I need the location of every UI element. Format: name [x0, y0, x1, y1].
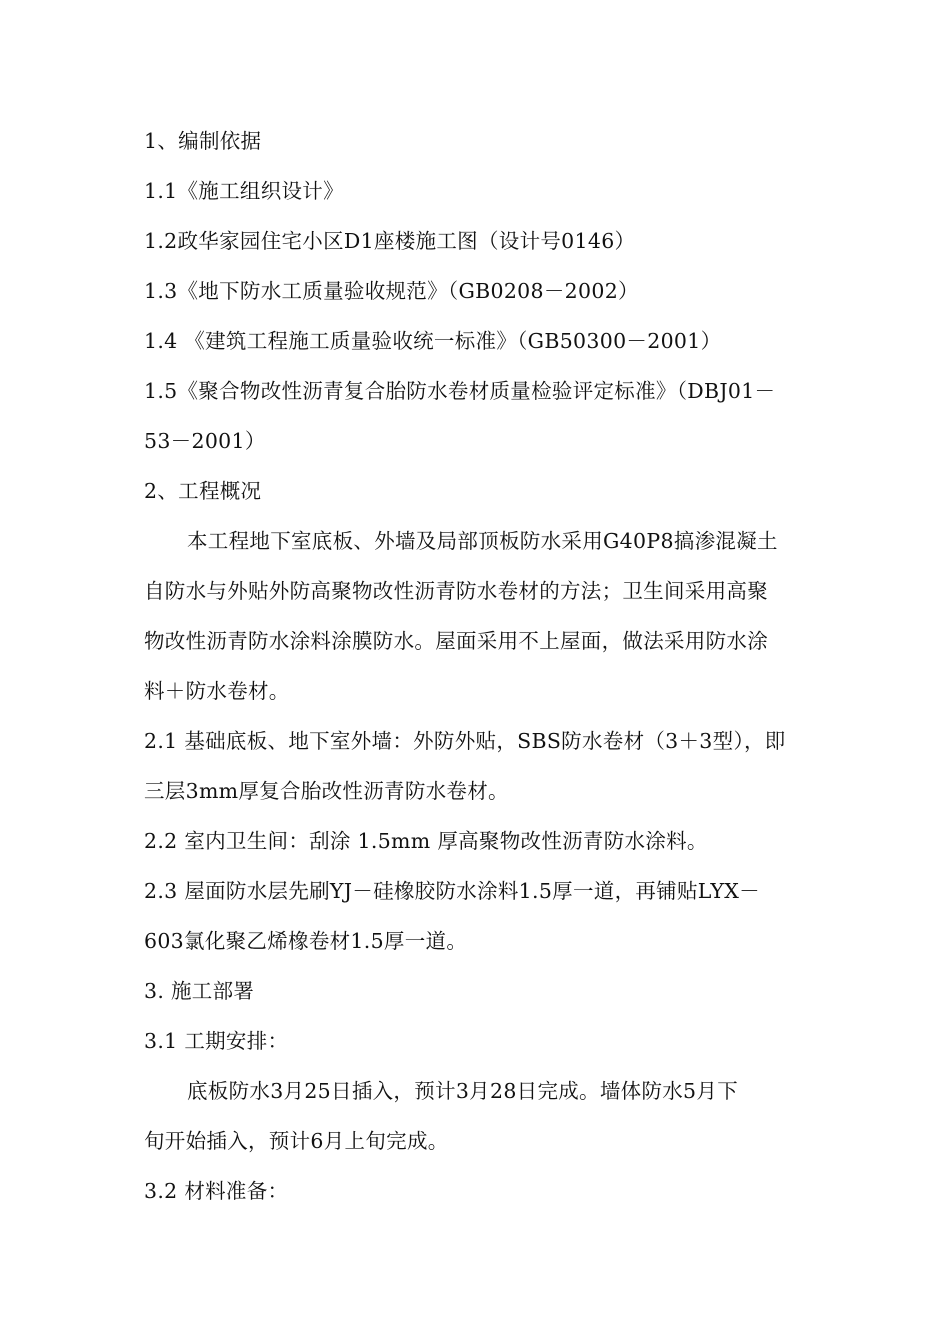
basis-item-1-1: 1.1《施工组织设计》 — [144, 179, 344, 203]
section-heading-deployment: 3. 施工部署 — [144, 979, 255, 1003]
overview-paragraph-line: 料＋防水卷材。 — [144, 679, 290, 703]
basis-item-1-4: 1.4 《建筑工程施工质量验收统一标准》（GB50300－2001） — [144, 329, 722, 353]
overview-item-2-3: 2.3 屋面防水层先刷YJ－硅橡胶防水涂料1.5厚一道，再铺贴LYX－ — [144, 879, 760, 903]
overview-paragraph-line: 物改性沥青防水涂料涂膜防水。屋面采用不上屋面，做法采用防水涂 — [144, 629, 768, 653]
section-heading-overview: 2、工程概况 — [144, 479, 262, 503]
deployment-item-3-2: 3.2 材料准备： — [144, 1179, 289, 1203]
overview-item-2-2: 2.2 室内卫生间：刮涂 1.5mm 厚高聚物改性沥青防水涂料。 — [144, 829, 708, 853]
overview-paragraph-line: 本工程地下室底板、外墙及局部顶板防水采用G40P8搞渗混凝土 — [187, 529, 778, 553]
overview-item-2-1-continued: 三层3mm厚复合胎改性沥青防水卷材。 — [144, 779, 509, 803]
schedule-paragraph-line: 底板防水3月25日插入，预计3月28日完成。墙体防水5月下 — [187, 1079, 738, 1103]
basis-item-1-3: 1.3《地下防水工质量验收规范》（GB0208－2002） — [144, 279, 639, 303]
deployment-item-3-1: 3.1 工期安排： — [144, 1029, 289, 1053]
basis-item-1-2: 1.2政华家园住宅小区D1座楼施工图（设计号0146） — [144, 229, 636, 253]
basis-item-1-5-continued: 53－2001） — [144, 429, 266, 453]
overview-item-2-3-continued: 603氯化聚乙烯橡卷材1.5厚一道。 — [144, 929, 468, 953]
overview-item-2-1: 2.1 基础底板、地下室外墙：外防外贴，SBS防水卷材（3＋3型），即 — [144, 729, 786, 753]
overview-paragraph-line: 自防水与外贴外防高聚物改性沥青防水卷材的方法；卫生间采用高聚 — [144, 579, 768, 603]
schedule-paragraph-line: 旬开始插入，预计6月上旬完成。 — [144, 1129, 449, 1153]
section-heading-basis: 1、编制依据 — [144, 129, 262, 153]
basis-item-1-5: 1.5《聚合物改性沥青复合胎防水卷材质量检验评定标准》（DBJ01－ — [144, 379, 776, 403]
